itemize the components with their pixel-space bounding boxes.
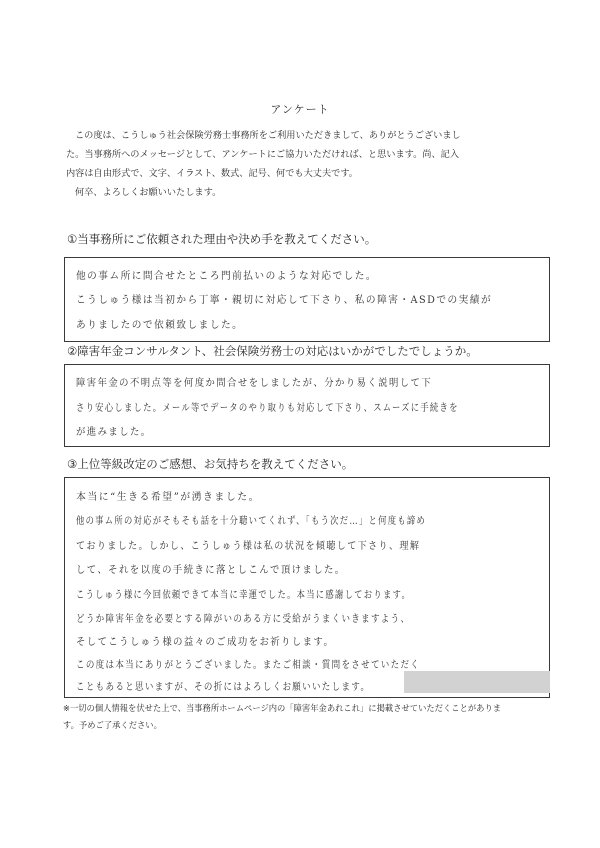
- question-1-label: ①当事務所にご依頼された理由や決め手を教えてください。: [67, 232, 377, 246]
- answer-3-line: 他の事ム所の対応がそもそも話を十分聴いてくれず、「もう次だ…」と何度も諦め: [76, 515, 427, 527]
- answer-3-line: こうしゅう様に今回依頼できて本当に幸運でした。本当に感謝しております。: [76, 589, 412, 601]
- answer-2-line: が進みました。: [76, 426, 152, 438]
- intro-text: [66, 126, 556, 202]
- question-2-label: ②障害年金コンサルタント、社会保険労務士の対応はいかがでしたでしょうか。: [67, 344, 478, 358]
- answer-1-line: こうしゅう様は当初から丁寧・親切に対応して下さり、私の障害・ASDでの実績が: [76, 294, 493, 306]
- footnote-line: ※一切の個人情報を伏せた上で、当事務所ホームページ内の「障害年金あれこれ」に掲載させていただくことがありま: [63, 703, 502, 713]
- question-3-label: ③上位等級改定のご感想、お気持ちを教えてください。: [67, 457, 354, 471]
- answer-3-line: して、それを以度の手続きに落としこんで頂けました。: [76, 564, 346, 576]
- answer-3-line: 本当に“生きる希望”が湧きました。: [76, 491, 261, 503]
- intro-line: 内容は自由形式で、文字、イラスト、数式、記号、何でも大丈夫です。: [66, 168, 358, 179]
- answer-3-line: こともあると思いますが、その折にはよろしくお願いいたします。: [76, 681, 371, 693]
- intro-line: この度は、こうしゅう社会保険労務士事務所をご利用いただきまして、ありがとうございまし: [75, 130, 461, 141]
- page-title: アンケート: [270, 103, 330, 116]
- answer-3-line: この度は本当にありがとうございました。またご相談・質問をさせていただく: [76, 659, 421, 671]
- footnote-line: す。予めご了承ください。: [63, 720, 162, 730]
- intro-line: 何卒、よろしくお願いいたします。: [75, 187, 222, 198]
- answer-2-line: さり安心しました。メール等でデータのやり取りも対応して下さり、スムーズに手続きを: [76, 402, 459, 414]
- intro-line: た。当事務所へのメッセージとして、アンケートにご協力いただければ、と思います。尚、記入: [66, 149, 460, 160]
- answer-3-line: そしてこうしゅう様の益々のご成功をお祈りします。: [76, 636, 335, 648]
- redaction-block: [404, 671, 550, 693]
- answer-2-line: 障害年金の不明点等を何度か問合せをしましたが、分かり易く説明して下: [76, 377, 433, 389]
- answer-3-line: ておりました。しかし、こうしゅう様は私の状況を傾聴して下さり、理解: [76, 540, 421, 552]
- answer-1-line: 他の事ム所に問合せたところ門前払いのような対応でした。: [76, 270, 378, 282]
- answer-3-line: どうか障害年金を必要とする障がいのある方に受給がうまくいきますよう、: [76, 613, 411, 625]
- answer-1-line: ありましたので依頼致しました。: [76, 319, 244, 331]
- footnote: [63, 700, 553, 734]
